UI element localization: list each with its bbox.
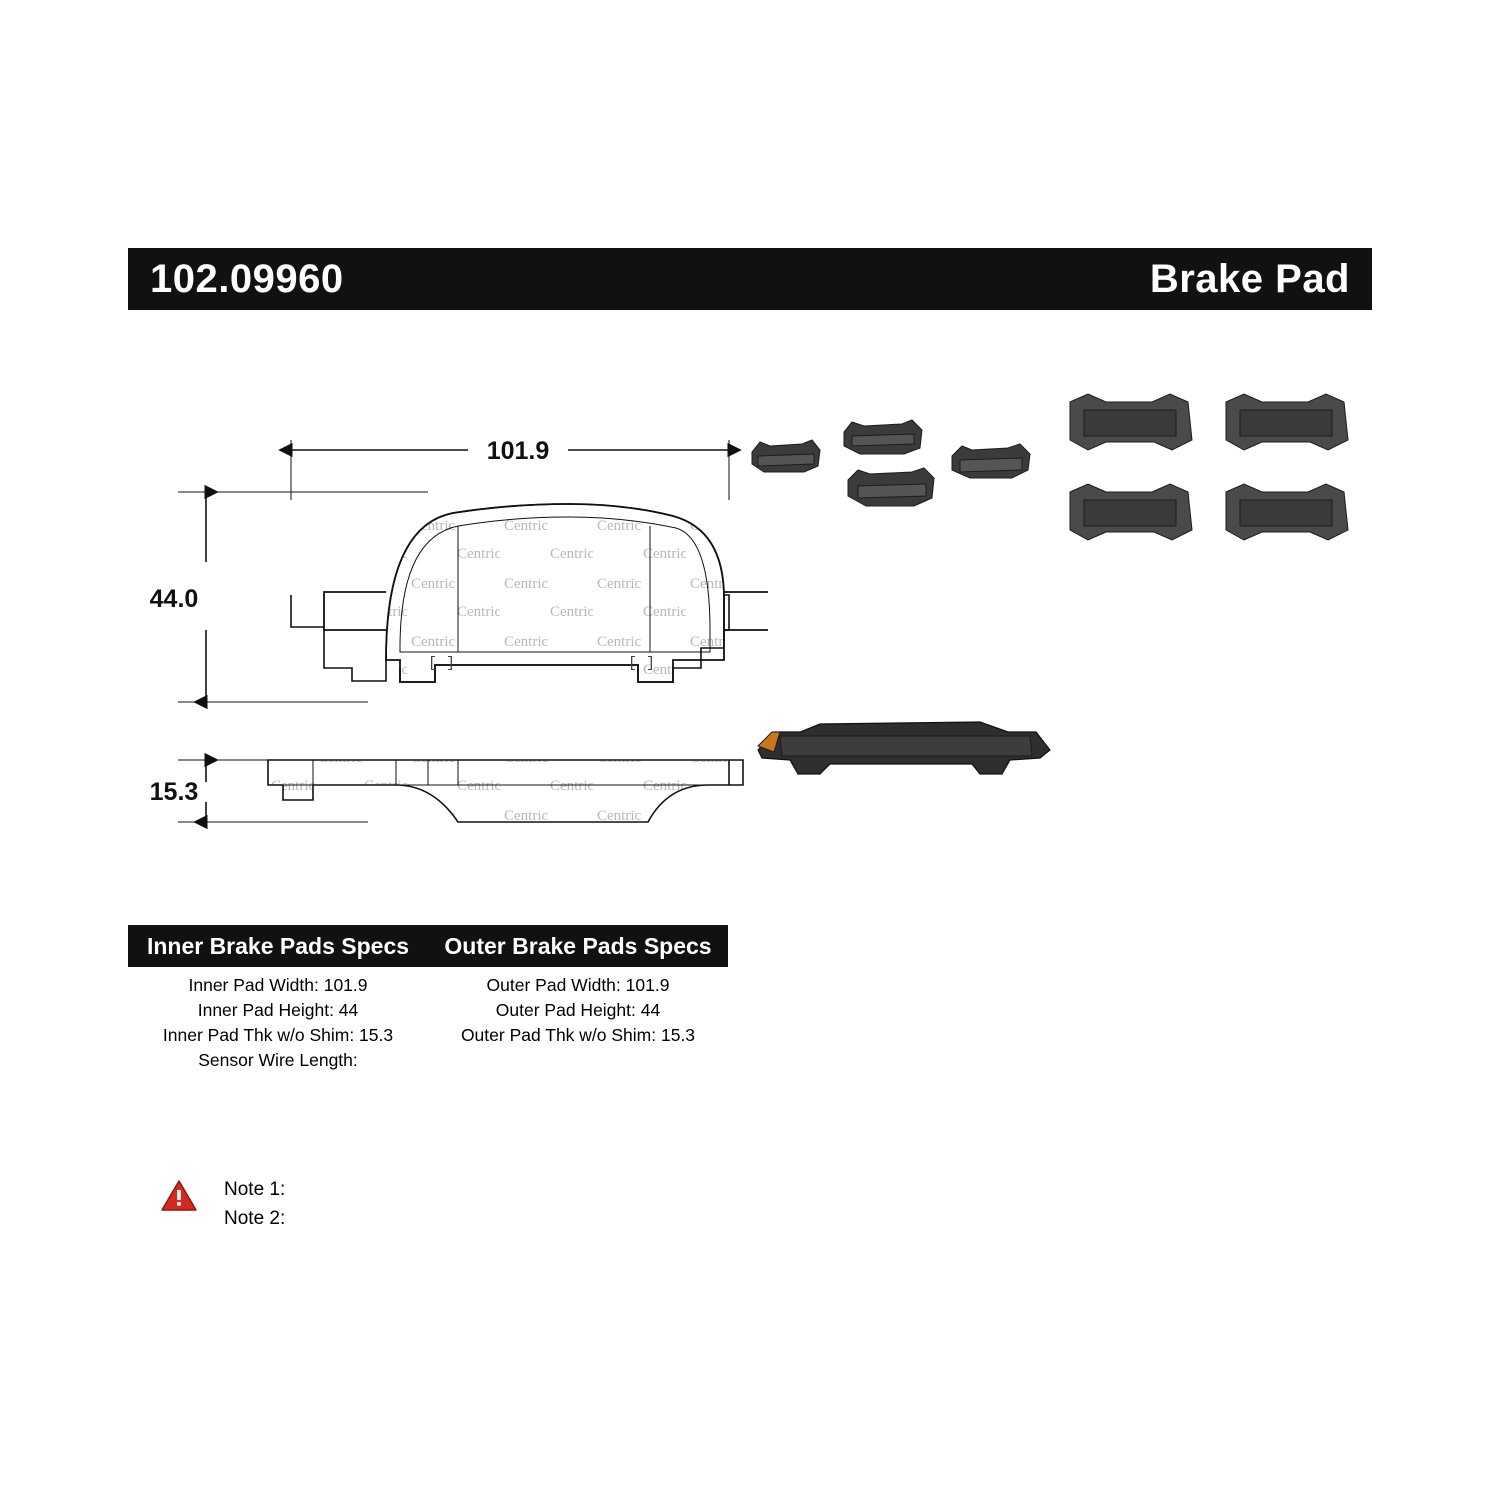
pad-photo-angled-3 — [848, 468, 934, 506]
spec-sensor-wire-length: Sensor Wire Length: — [198, 1050, 358, 1070]
part-number: 102.09960 — [150, 256, 344, 301]
dimension-thickness-label: 15.3 — [149, 778, 199, 806]
pad-photo-flat-1 — [1070, 394, 1192, 450]
pad-photo-angled-1 — [752, 440, 820, 472]
pad-photo-flat-3 — [1070, 484, 1192, 540]
inner-specs-header: Inner Brake Pads Specs — [146, 932, 410, 959]
note-1: Note 1: — [224, 1179, 286, 1200]
outer-specs-header: Outer Brake Pads Specs — [444, 932, 712, 959]
spec-inner-pad-height: Inner Pad Height: 44 — [197, 1000, 359, 1020]
pad-photo-large — [758, 722, 1050, 774]
header-bar — [128, 248, 1372, 310]
page-title: Brake Pad — [1149, 256, 1350, 301]
product-photos — [740, 360, 1380, 840]
note-2: Note 2: — [224, 1208, 286, 1229]
pad-side-view — [268, 760, 743, 822]
notes-block — [160, 1175, 285, 1233]
technical-drawing — [128, 330, 768, 890]
inner-specs-column — [128, 973, 428, 1073]
spec-outer-pad-width: Outer Pad Width: 101.9 — [486, 975, 670, 995]
specs-header-row — [128, 925, 728, 967]
pad-photo-angled-4 — [952, 444, 1030, 478]
spec-inner-pad-width: Inner Pad Width: 101.9 — [188, 975, 368, 995]
pad-photo-flat-2 — [1226, 394, 1348, 450]
spec-inner-pad-thickness: Inner Pad Thk w/o Shim: 15.3 — [162, 1025, 394, 1045]
spec-outer-pad-thickness: Outer Pad Thk w/o Shim: 15.3 — [460, 1025, 696, 1045]
svg-text:[ ]: [ ] — [428, 655, 456, 672]
spec-outer-pad-height: Outer Pad Height: 44 — [495, 1000, 661, 1020]
specs-block — [128, 925, 728, 1073]
pad-photo-angled-2 — [844, 420, 922, 454]
dimension-width-label: 101.9 — [486, 437, 550, 465]
outer-specs-column — [428, 973, 728, 1073]
svg-text:[ ]: [ ] — [628, 655, 656, 672]
warning-triangle-icon — [160, 1179, 198, 1213]
dimension-height-label: 44.0 — [149, 585, 199, 613]
pad-photo-flat-4 — [1226, 484, 1348, 540]
